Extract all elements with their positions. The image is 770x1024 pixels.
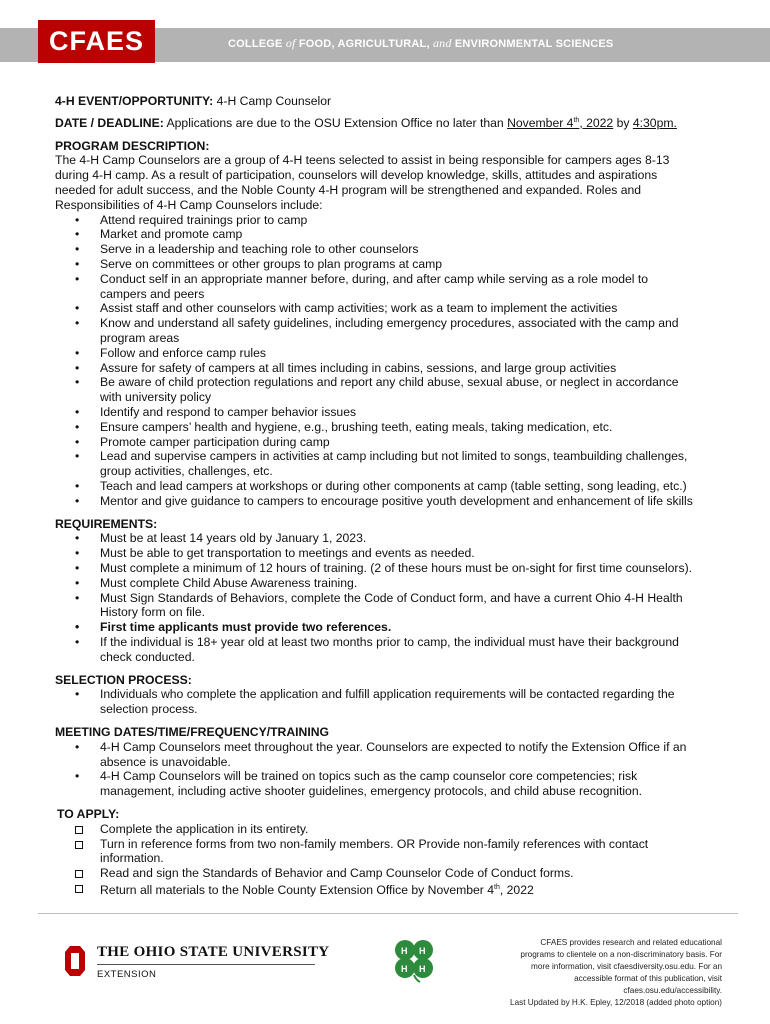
svg-text:H: H — [419, 964, 426, 974]
list-item-text: group activities, challenges, etc. — [100, 464, 273, 479]
bullet-icon: • — [75, 546, 80, 561]
list-item-text: History form on file. — [100, 605, 205, 620]
role-item — [55, 375, 735, 405]
osu-divider — [97, 964, 315, 965]
list-item-text: First time applicants must provide two references. — [100, 620, 392, 635]
bullet-icon: • — [75, 590, 80, 605]
apply-checklist — [55, 822, 735, 881]
list-item-text: Serve on committees or other groups to plan programs at camp — [100, 257, 443, 272]
role-item — [55, 242, 735, 257]
list-item-text: Individuals who complete the application and fulfill application requirements will be contacted regarding the — [100, 687, 675, 702]
list-item-text: Assure for safety of campers at all times including in cabins, sessions, and large group activities — [100, 360, 617, 375]
bullet-icon: • — [75, 634, 80, 649]
bullet-icon: • — [75, 345, 80, 360]
list-item-text: Must be able to get transportation to meetings and events as needed. — [100, 546, 475, 561]
requirement-item — [55, 561, 735, 576]
list-item-text: Follow and enforce camp rules — [100, 345, 266, 360]
list-item-text: Teach and lead campers at workshops or during other components at camp (table setting, song leading, etc.) — [100, 478, 687, 493]
disclaimer-line: cfaes.osu.edu/accessibility. — [623, 986, 722, 995]
intro-line: needed for adult success, and the Noble County 4-H program will be strengthened and expanded. Roles and — [55, 183, 642, 198]
osu-block-o-icon — [62, 944, 88, 978]
bullet-icon: • — [75, 493, 80, 508]
osu-extension-label: EXTENSION — [97, 969, 157, 980]
list-item-text: campers and peers — [100, 286, 205, 301]
apply-heading: TO APPLY: — [57, 806, 120, 821]
list-item-text: If the individual is 18+ year old at least two months prior to camp, the individual must have their background — [100, 634, 679, 649]
bullet-icon: • — [75, 560, 80, 575]
cfaes-logo: CFAES — [38, 20, 155, 63]
bullet-icon: • — [75, 375, 80, 390]
program-intro — [55, 153, 735, 212]
requirement-item — [55, 546, 735, 561]
role-item — [55, 346, 735, 361]
list-item-text: management, including active shooter guidelines, emergency protocols, and child abuse recognition. — [100, 784, 642, 799]
disclaimer-line: more information, visit cfaesdiversity.osu.edu. For an — [531, 962, 722, 971]
checkbox-icon — [75, 885, 83, 893]
requirements-heading: REQUIREMENTS: — [55, 516, 158, 531]
list-item-text: Turn in reference forms from two non-family members. OR Provide non-family references with contact — [100, 836, 649, 851]
list-item-text: selection process. — [100, 702, 198, 717]
program-bullets — [55, 213, 735, 509]
bullet-icon: • — [75, 769, 80, 784]
role-item — [55, 494, 735, 509]
bullet-icon: • — [75, 434, 80, 449]
list-item-text: Must Sign Standards of Behaviors, complete the Code of Conduct form, and have a current Ohio 4-H Health — [100, 590, 683, 605]
requirement-item — [55, 620, 735, 635]
list-item-text: information. — [100, 851, 164, 866]
list-item-text: with university policy — [100, 390, 212, 405]
checkbox-icon — [75, 826, 83, 834]
requirement-item — [55, 531, 735, 546]
osu-name: THE OHIO STATE UNIVERSITY — [97, 944, 330, 960]
role-item — [55, 227, 735, 242]
bullet-icon: • — [75, 620, 80, 635]
bullet-icon: • — [75, 301, 80, 316]
role-item — [55, 213, 735, 228]
bullet-icon: • — [75, 360, 80, 375]
bullet-icon: • — [75, 478, 80, 493]
intro-line: during 4-H camp. As a result of participation, counselors will develop knowledge, skills, attitudes and aspirations — [55, 168, 658, 183]
selection-heading: SELECTION PROCESS: — [55, 672, 192, 687]
checkbox-icon — [75, 870, 83, 878]
list-item-text: Read and sign the Standards of Behavior and Camp Counselor Code of Conduct forms. — [100, 866, 574, 881]
role-item — [55, 420, 735, 435]
svg-text:H: H — [401, 946, 408, 956]
bullet-icon: • — [75, 575, 80, 590]
list-item-text: Know and understand all safety guidelines, including emergency procedures, associated with the camp and — [100, 316, 679, 331]
disclaimer-line: accessible format of this publication, visit — [574, 974, 722, 983]
college-name: COLLEGE of FOOD, AGRICULTURAL, and ENVIRONMENTAL SCIENCES — [228, 36, 614, 50]
list-item-text: Must be at least 14 years old by January 1, 2023. — [100, 531, 367, 546]
list-item-text: Conduct self in an appropriate manner before, during, and after camp while serving as a role model to — [100, 271, 649, 286]
list-item-text: Market and promote camp — [100, 227, 243, 242]
bullet-icon: • — [75, 531, 80, 546]
requirement-item — [55, 591, 735, 621]
requirement-item — [55, 635, 735, 665]
list-item-text: program areas — [100, 331, 180, 346]
list-item-text: Complete the application in its entirety. — [100, 821, 309, 836]
selection-item — [55, 687, 735, 717]
footer-divider — [38, 913, 738, 914]
bullet-icon: • — [75, 242, 80, 257]
role-item — [55, 257, 735, 272]
requirements-bullets — [55, 531, 735, 664]
list-item-text: Mentor and give guidance to campers to encourage positive youth development and enhancement of life skills — [100, 493, 693, 508]
list-item-text: Identify and respond to camper behavior issues — [100, 405, 357, 419]
list-item-text: absence is unavoidable. — [100, 754, 231, 769]
4h-clover-icon — [390, 935, 438, 983]
role-item — [55, 405, 735, 420]
role-item — [55, 301, 735, 316]
bullet-icon: • — [75, 687, 80, 702]
list-item-text: Lead and supervise campers in activities at camp including but not limited to songs, teambuilding challenges, — [100, 449, 688, 464]
event-line: 4-H EVENT/OPPORTUNITY: 4-H Camp Counselor — [55, 94, 332, 108]
intro-line: The 4-H Camp Counselors are a group of 4-H teens selected to assist in being responsible for campers ages 8-13 — [55, 153, 670, 168]
meeting-bullets — [55, 740, 735, 799]
disclaimer-line: Last Updated by H.K. Epley, 12/2018 (added photo option) — [510, 998, 722, 1007]
list-item-text: 4-H Camp Counselors meet throughout the year. Counselors are expected to notify the Extension Office if an — [100, 739, 687, 754]
requirement-item — [55, 576, 735, 591]
list-item-text: Ensure campers’ health and hygiene, e.g., brushing teeth, eating meals, taking medication, etc. — [100, 419, 613, 434]
list-item-text: Assist staff and other counselors with camp activities; work as a team to implement the activities — [100, 301, 618, 316]
role-item — [55, 435, 735, 450]
list-item-text: Attend required trainings prior to camp — [100, 212, 308, 227]
bullet-icon: • — [75, 316, 80, 331]
bullet-icon: • — [75, 271, 80, 286]
role-item — [55, 316, 735, 346]
bullet-icon: • — [75, 739, 80, 754]
bullet-icon: • — [75, 257, 80, 272]
list-item-text: Be aware of child protection regulations and report any child abuse, sexual abuse, or neglect in accordance — [100, 375, 679, 390]
role-item — [55, 479, 735, 494]
bullet-icon: • — [75, 405, 80, 419]
list-item-text: 4-H Camp Counselors will be trained on topics such as the camp counselor core competencies; risk — [100, 769, 638, 784]
bullet-icon: • — [75, 227, 80, 242]
meeting-item — [55, 769, 735, 799]
disclaimer-line: CFAES provides research and related educational — [540, 938, 722, 947]
apply-checklist-item: Return all materials to the Noble County Extension Office by November 4th, 2022 — [55, 881, 735, 898]
list-item-text: Must complete a minimum of 12 hours of training. (2 of these hours must be on-sight for first time counselors). — [100, 560, 693, 575]
document-body — [55, 94, 735, 898]
list-item-text: check conducted. — [100, 649, 195, 664]
list-item-text: Promote camper participation during camp — [100, 434, 330, 449]
checkbox-icon — [75, 841, 83, 849]
svg-text:H: H — [401, 964, 408, 974]
role-item — [55, 361, 735, 376]
apply-checklist-item — [55, 837, 735, 867]
role-item — [55, 449, 735, 479]
meeting-heading: MEETING DATES/TIME/FREQUENCY/TRAINING — [55, 724, 329, 739]
deadline-line: DATE / DEADLINE: Applications are due to the OSU Extension Office no later than November 4th, 2022 by 4:30pm. — [55, 115, 677, 130]
program-heading: PROGRAM DESCRIPTION: — [55, 138, 210, 153]
role-item — [55, 272, 735, 302]
footer-disclaimer — [482, 937, 722, 1009]
meeting-item — [55, 740, 735, 770]
apply-checklist-item — [55, 822, 735, 837]
bullet-icon: • — [75, 449, 80, 464]
intro-line: Responsibilities of 4-H Camp Counselors include: — [55, 197, 323, 212]
selection-bullets — [55, 687, 735, 717]
svg-text:H: H — [419, 946, 426, 956]
disclaimer-line: programs to clientele on a non-discriminatory basis. For — [520, 950, 722, 959]
bullet-icon: • — [75, 212, 80, 227]
list-item-text: Must complete Child Abuse Awareness training. — [100, 575, 358, 590]
apply-checklist-item — [55, 866, 735, 881]
list-item-text: Serve in a leadership and teaching role to other counselors — [100, 242, 419, 257]
bullet-icon: • — [75, 419, 80, 434]
